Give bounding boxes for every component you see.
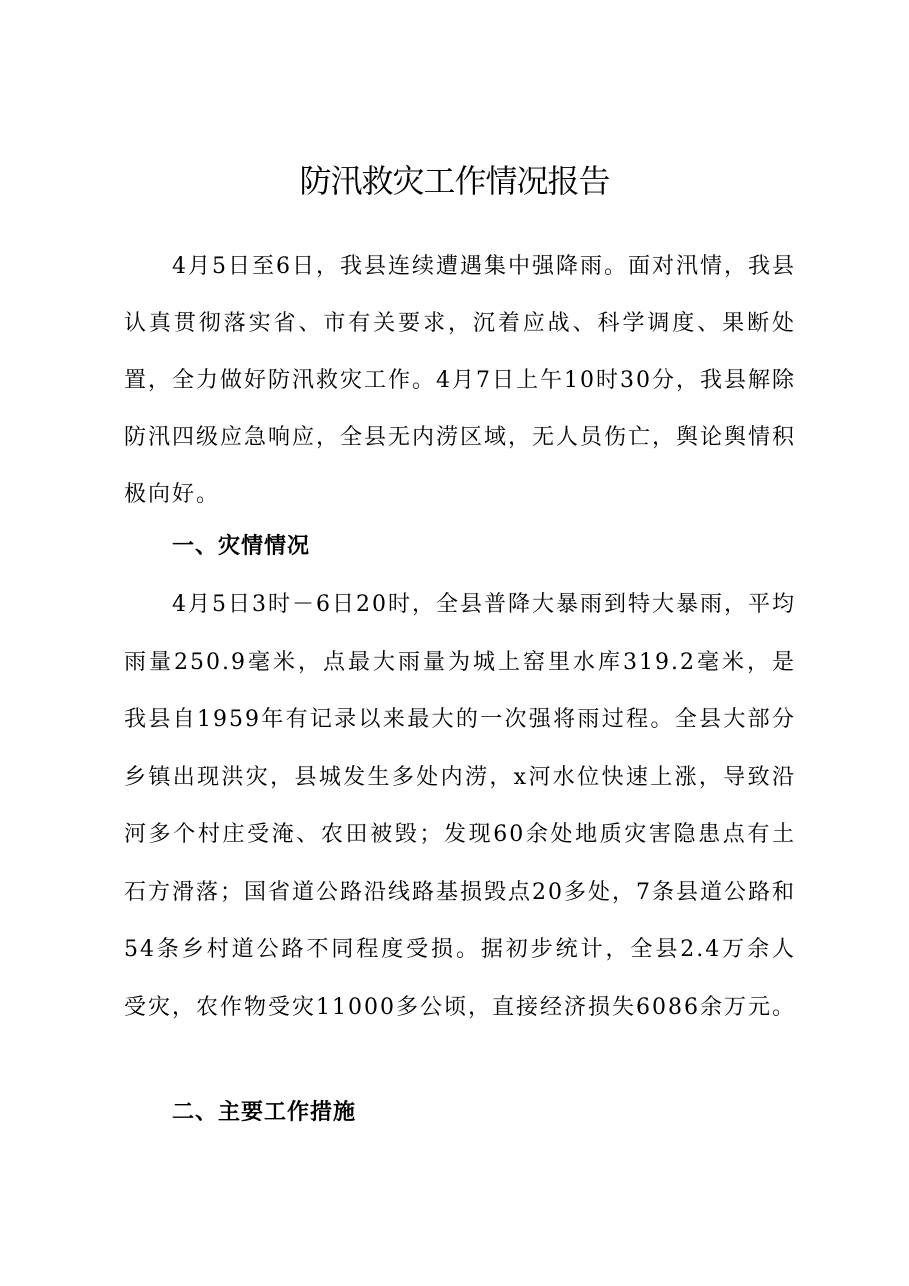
disaster-situation-paragraph: 4月5日3时－6日20时，全县普降大暴雨到特大暴雨，平均雨量250.9毫米，点最大雨量为城上窑里水库319.2毫米，是我县自1959年有记录以来最大的一次强将雨过程。全县大部分乡镇出现洪灾，县城发生多处内涝，x河水位快速上涨，导致沿河多个村庄受淹、农田被毁；发现60余处地质灾害隐患点有土石方滑落；国省道公路沿线路基损毁点20多处，7条县道公路和54条乡村道公路不同程度受损。据初步统计，全县2.4万余人受灾，农作物受灾11000多公顷，直接经济损失6086余万元。 [124, 592, 796, 1020]
section-heading-disaster-situation: 一、灾情情况 [172, 534, 311, 559]
section-heading-main-measures: 二、主要工作措施 [172, 1100, 357, 1125]
intro-paragraph: 4月5日至6日，我县连续遭遇集中强降雨。面对汛情，我县认真贯彻落实省、市有关要求，沉着应战、科学调度、果断处置，全力做好防汛救灾工作。4月7日上午10时30分，我县解除防汛四级应急响应，全县无内涝区域，无人员伤亡，舆论舆情积极向好。 [124, 254, 797, 507]
document-title: 防汛救灾工作情况报告 [299, 162, 610, 200]
